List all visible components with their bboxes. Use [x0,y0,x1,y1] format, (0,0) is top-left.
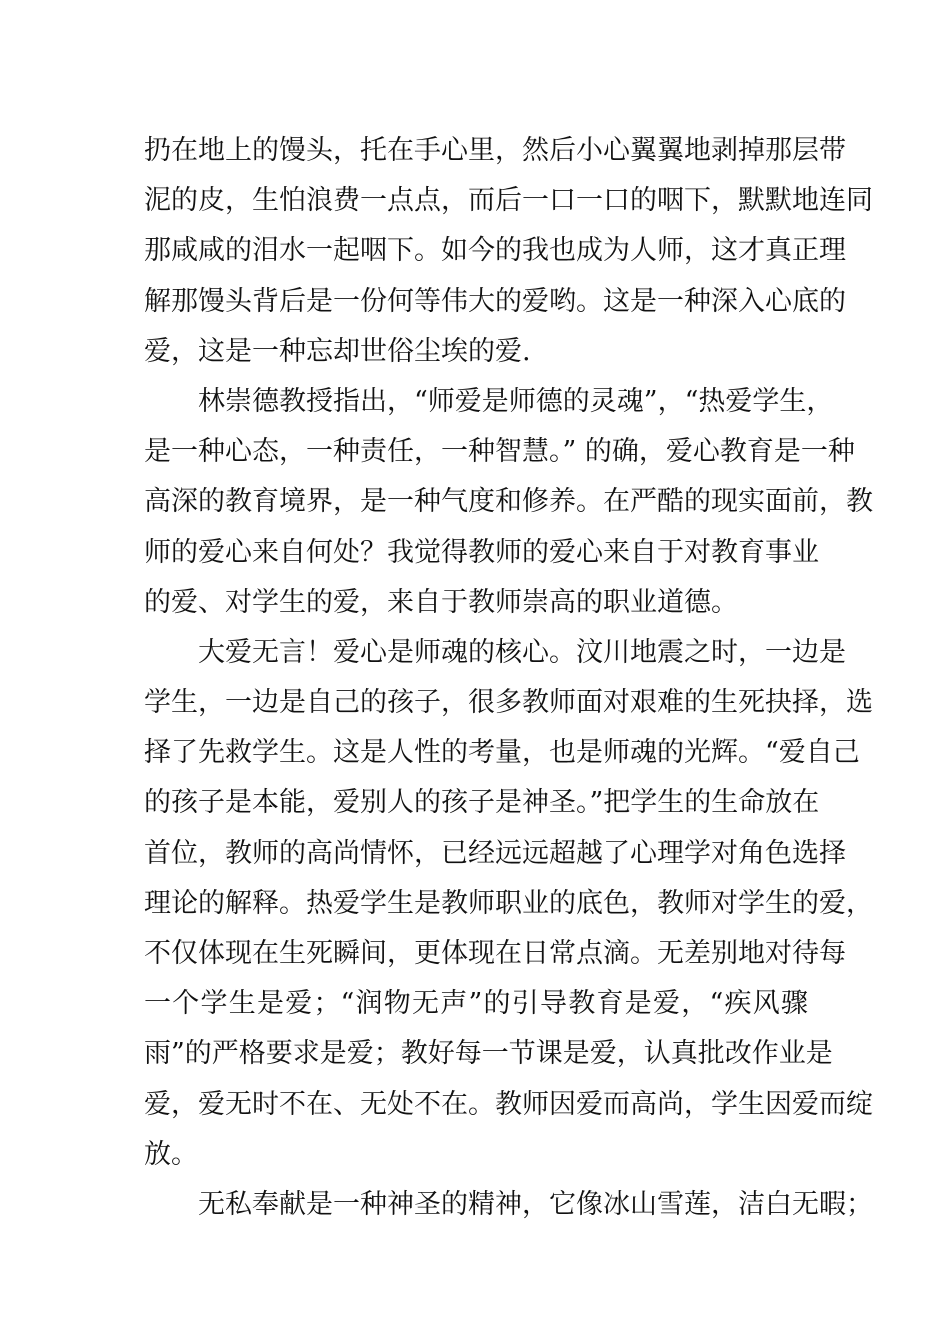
text-line: 无私奉献是一种神圣的精神，它像冰山雪莲，洁白无暇； [198,1188,873,1220]
text-line: 大爱无言！爱心是师魂的核心。汶川地震之时，一边是 [198,636,846,668]
paragraph-4 [144,1180,873,1230]
text-line: 的爱、对学生的爱，来自于教师崇高的职业道德。 [144,586,738,618]
text-line: 理论的解释。热爱学生是教师职业的底色，教师对学生的爱， [144,887,873,919]
text-line: 扔在地上的馒头，托在手心里，然后小心翼翼地剥掉那层带 [144,135,846,166]
text-line: 爱，爱无时不在、无处不在。教师因爱而高尚，学生因爱而绽 [144,1088,873,1120]
text-line: 学生，一边是自己的孩子，很多教师面对艰难的生死抉择，选 [144,687,873,719]
text-line: 首位，教师的高尚情怀，已经远远超越了心理学对角色选择 [144,837,846,869]
text-line: 高深的教育境界，是一种气度和修养。在严酷的现实面前，教 [144,486,873,518]
text-line: 师的爱心来自何处？我觉得教师的爱心来自于对教育事业 [144,536,819,568]
paragraph-3 [144,628,873,1180]
document-body [144,126,873,1230]
paragraph-1 [144,126,873,377]
text-line: 雨”的严格要求是爱；教好每一节课是爱，认真批改作业是 [144,1038,833,1070]
text-line: 放。 [144,1138,198,1170]
text-line: 择了先救学生。这是人性的考量，也是师魂的光辉。“爱自己 [144,737,860,769]
text-line: 爱，这是一种忘却世俗尘埃的爱. [144,335,531,367]
text-line: 林崇德教授指出，“师爱是师德的灵魂”，“热爱学生， [198,385,834,417]
text-line: 是一种心态，一种责任，一种智慧。” 的确，爱心教育是一种 [144,436,855,468]
text-line: 解那馒头背后是一份何等伟大的爱哟。这是一种深入心底的 [144,285,846,317]
text-line: 的孩子是本能，爱别人的孩子是神圣。”把学生的生命放在 [144,787,820,819]
text-line: 不仅体现在生死瞬间，更体现在日常点滴。无差别地对待每 [144,938,846,969]
paragraph-2 [144,377,873,628]
text-line: 一个学生是爱；“润物无声”的引导教育是爱，“疾风骤 [144,988,808,1020]
text-line: 那咸咸的泪水一起咽下。如今的我也成为人师，这才真正理 [144,235,846,267]
text-line: 泥的皮，生怕浪费一点点，而后一口一口的咽下，默默地连同 [144,185,873,217]
